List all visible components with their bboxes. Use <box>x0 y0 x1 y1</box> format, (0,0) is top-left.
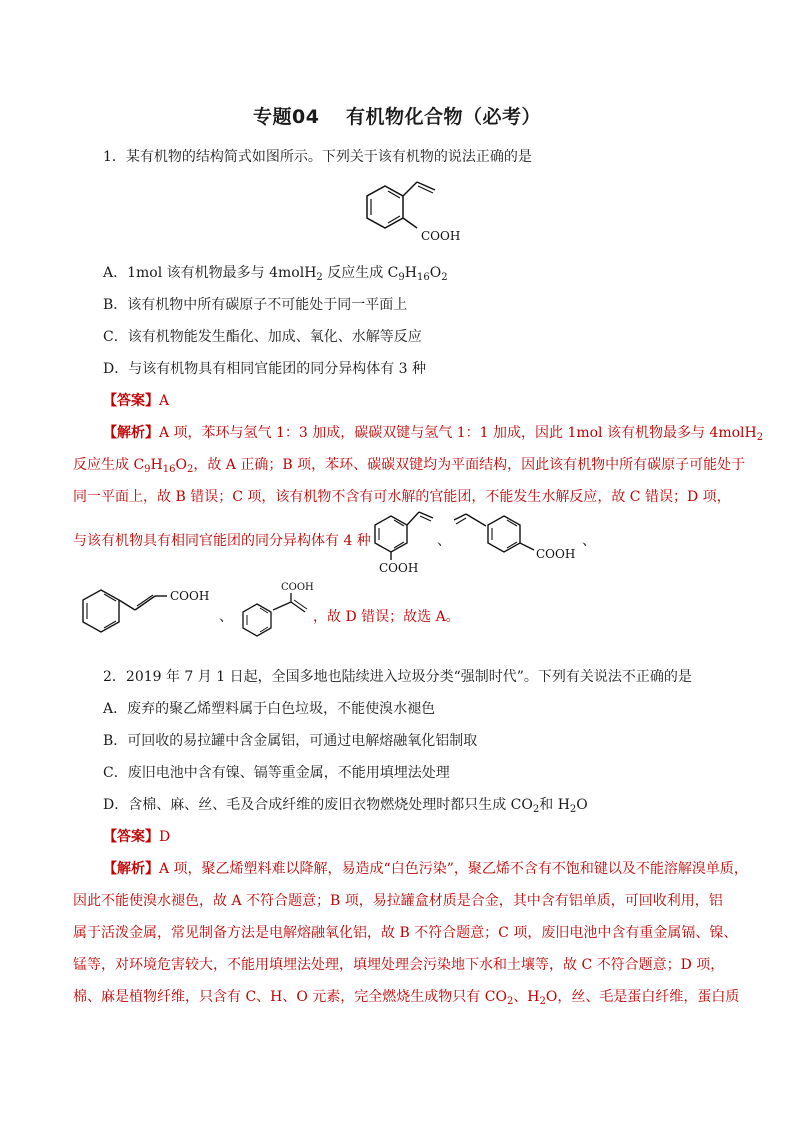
q2-analysis-line5: 棉、麻是植物纤维，只含有 C、H、O 元素，完全燃烧生成物只有 $CO_2$、$H_2O$，丝、毛是蛋白纤维，蛋白质 <box>73 989 740 1007</box>
isomer-2-label: COOH <box>536 547 576 561</box>
q1-stem: 1．某有机物的结构简式如图所示。下列关于该有机物的说法正确的是 <box>103 149 532 165</box>
q2-answer: 【答案】D <box>103 829 171 845</box>
q2-analysis-line3: 属于活泼金属，常见制备方法是电解熔融氧化铝，故 B 不符合题意；C 项，废旧电池中含有重金属镉、镍、 <box>73 925 738 941</box>
q2-option-d: D．含棉、麻、丝、毛及合成纤维的废旧衣物燃烧处理时都只生成 $CO_2$和 $H_2O$ <box>103 797 588 815</box>
q1-option-a: A．1mol 该有机物最多与 4molH$_2$ 反应生成 $C_9H_{16}O_2$ <box>103 265 448 283</box>
q1-structure-label: COOH <box>421 229 461 243</box>
isomer-3-label: COOH <box>170 589 210 603</box>
isomer-separator-3: 、 <box>219 609 233 625</box>
isomer-4-structure <box>233 578 323 640</box>
q2-analysis-line4: 锰等，对环境危害较大，不能用填埋法处理，填埋处理会污染地下水和土壤等，故 C 不符合题意；D 项， <box>73 957 725 973</box>
q2-option-a: A．废弃的聚乙烯塑料属于白色垃圾，不能使溴水褪色 <box>103 701 436 717</box>
q1-analysis-line2: 反应生成 $C_9H_{16}O_2$，故 A 正确；B 项，苯环、碳碳双键均为平面结构，因此该有机物中所有碳原子可能处于 <box>73 457 746 475</box>
q2-analysis-line1: 【解析】A 项，聚乙烯塑料难以降解，易造成“白色污染”，聚乙烯不含有不饱和键以及不能溶解溴单质， <box>103 861 748 877</box>
q2-option-c: C．废旧电池中含有镍、镉等重金属，不能用填埋法处理 <box>103 765 450 781</box>
isomer-3-structure <box>75 578 225 644</box>
isomer-1-label: COOH <box>379 561 419 575</box>
q1-analysis-line3: 同一平面上，故 B 错误；C 项，该有机物不含有可水解的官能团，不能发生水解反应，故 C 错误；D 项， <box>73 489 731 505</box>
q1-option-c: C．该有机物能发生酯化、加成、氧化、水解等反应 <box>103 329 422 345</box>
isomer-2-structure <box>452 508 582 568</box>
isomer-separator-1: 、 <box>437 533 451 549</box>
q1-analysis-end: ，故 D 错误；故选 A。 <box>313 609 460 625</box>
q1-analysis-line4: 与该有机物具有相同官能团的同分异构体有 4 种 <box>73 533 371 549</box>
q2-analysis-line2: 因此不能使溴水褪色，故 A 不符合题意；B 项，易拉罐盒材质是合金，其中含有铝单质，可回收利用，铝 <box>73 893 723 909</box>
q2-option-b: B．可回收的易拉罐中含金属铝，可通过电解熔融氧化铝制取 <box>103 733 478 749</box>
isomer-separator-2: 、 <box>582 533 596 549</box>
page-title: 专题04 有机物化合物（必考） <box>252 106 542 128</box>
q1-option-d: D．与该有机物具有相同官能团的同分异构体有 3 种 <box>103 361 427 377</box>
isomer-1-structure <box>365 502 445 574</box>
q1-option-b: B．该有机物中所有碳原子不可能处于同一平面上 <box>103 297 408 313</box>
q2-stem: 2．2019 年 7 月 1 日起，全国多地也陆续进入垃圾分类“强制时代”。下列有关说法不正确的是 <box>103 669 692 685</box>
isomer-4-label: COOH <box>281 582 314 593</box>
q1-answer: 【答案】A <box>103 393 170 409</box>
q1-analysis-line1: 【解析】A 项，苯环与氢气 1：3 加成，碳碳双键与氢气 1：1 加成，因此 1mol 该有机物最多与 4molH$_2$ <box>103 425 764 443</box>
q1-structure <box>355 178 465 248</box>
